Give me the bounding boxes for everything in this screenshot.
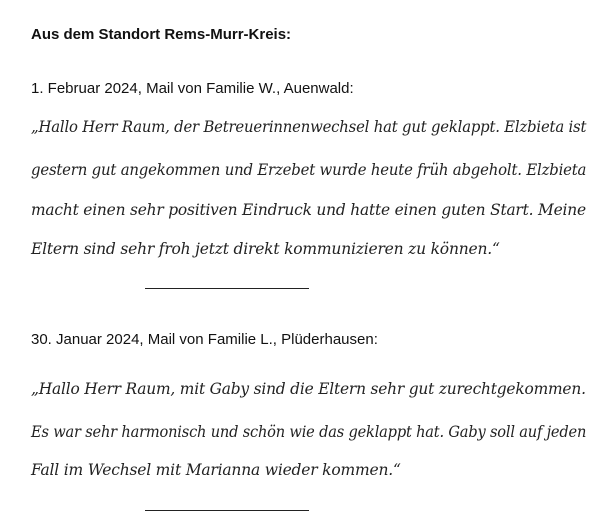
entry-1-quote-line-4: Eltern sind sehr froh jetzt direkt kommunizieren zu können.“ — [31, 240, 500, 258]
entry-1-quote-line-3: macht einen sehr positiven Eindruck und hatte einen guten Start. Meine — [31, 201, 586, 219]
entry-1-meta: 1. Februar 2024, Mail von Familie W., Auenwald: — [31, 80, 354, 97]
entry-2-meta: 30. Januar 2024, Mail von Familie L., Plüderhausen: — [31, 331, 378, 348]
entry-1-quote-line-2: gestern gut angekommen und Erzebet wurde heute früh abgeholt. Elzbieta — [31, 161, 587, 179]
separator-line — [145, 510, 309, 511]
entry-2-quote-line-3: Fall im Wechsel mit Marianna wieder kommen.“ — [31, 461, 401, 479]
entry-2-quote-line-2: Es war sehr harmonisch und schön wie das geklappt hat. Gaby soll auf jeden — [31, 423, 587, 441]
entry-2-quote-line-1: „Hallo Herr Raum, mit Gaby sind die Eltern sehr gut zurechtgekommen. — [31, 380, 586, 398]
entry-1-quote-line-1: „Hallo Herr Raum, der Betreuerinnenwechsel hat gut geklappt. Elzbieta ist — [31, 118, 587, 136]
section-heading: Aus dem Standort Rems-Murr-Kreis: — [31, 26, 292, 43]
separator-line — [145, 288, 309, 289]
